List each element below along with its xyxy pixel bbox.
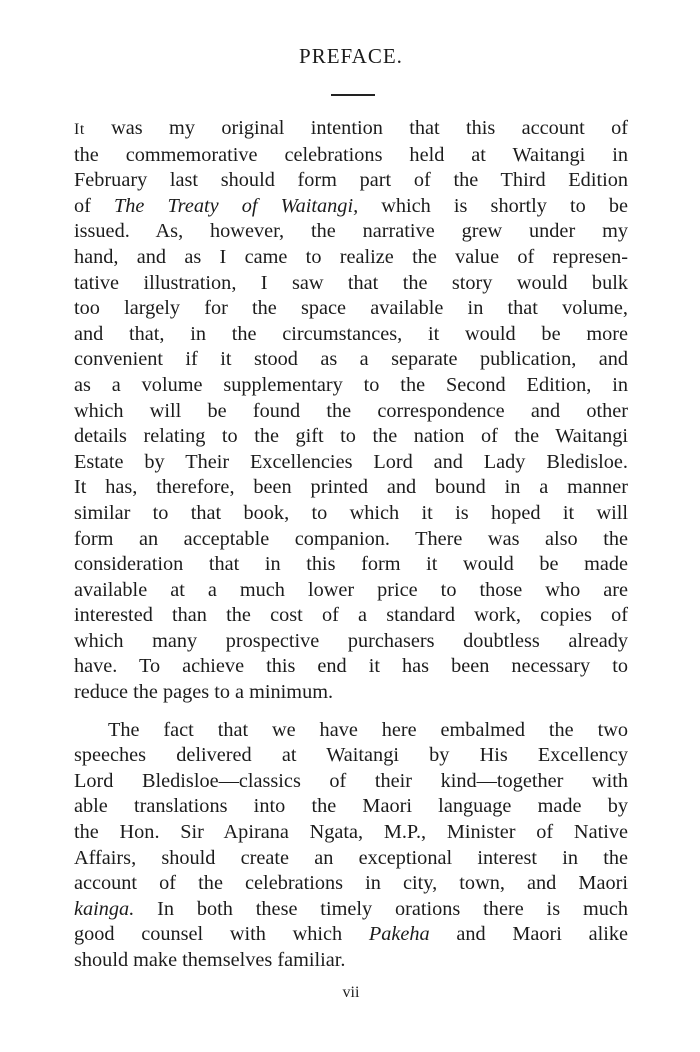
text-line: speeches delivered at Waitangi by His Excellency (74, 744, 628, 767)
small-caps-word: It (74, 121, 85, 138)
text-line: interested than the cost of a standard work, copies of (74, 604, 628, 627)
text-line: of The Treaty of Waitangi, which is shortly to be (74, 194, 629, 217)
text-line: too largely for the space available in that volume, (74, 297, 628, 320)
text-line: the commemorative celebrations held at Waitangi in (74, 143, 628, 166)
preface-body (74, 116, 628, 974)
text-line: Affairs, should create an exceptional interest in the (74, 846, 628, 869)
text-line: Estate by Their Excellencies Lord and Lady Bledisloe. (74, 450, 628, 473)
text-line: hand, and as I came to realize the value of represen- (74, 245, 628, 268)
text-line: kainga. In both these timely orations there is much (74, 897, 628, 920)
text-line: available at a much lower price to those who are (74, 578, 628, 601)
text-line: have. To achieve this end it has been necessary to (74, 655, 628, 678)
title-rule (331, 94, 375, 96)
text-line: February last should form part of the Third Edition (74, 169, 628, 192)
text-line: should make themselves familiar. (74, 949, 346, 971)
text-line: issued. As, however, the narrative grew under my (74, 220, 628, 243)
text-line: form an acceptable companion. There was also the (74, 527, 628, 550)
text-line: able translations into the Maori language made by (74, 795, 628, 818)
page-title: PREFACE. (299, 44, 403, 68)
text-line: the Hon. Sir Apirana Ngata, M.P., Minister of Native (74, 821, 628, 844)
text-line: which many prospective purchasers doubtless already (74, 629, 628, 652)
maori-word-italic: Pakeha (368, 923, 430, 946)
text-line: which will be found the correspondence and other (74, 399, 628, 422)
text-line: Lord Bledisloe—classics of their kind—together with (74, 769, 628, 792)
text-line: account of the celebrations in city, town, and Maori (74, 872, 628, 895)
page-number: vii (342, 984, 360, 1001)
text-line: The fact that we have here embalmed the two (108, 718, 628, 741)
text-line: It was my original intention that this account of (74, 117, 628, 139)
text-line: convenient if it stood as a separate publication, and (74, 348, 628, 371)
text-line: and that, in the circumstances, it would be more (74, 322, 628, 345)
text-line: consideration that in this form it would be made (74, 553, 628, 576)
text-line: good counsel with which Pakeha and Maori alike (74, 923, 628, 946)
paragraph-1 (74, 116, 628, 706)
text-line: details relating to the gift to the nation of the Waitangi (74, 425, 628, 448)
book-title-italic: The Treaty of Waitangi, (114, 194, 359, 217)
paragraph-2 (74, 718, 628, 974)
maori-word-italic: kainga. (74, 897, 135, 920)
text-line: as a volume supplementary to the Second Edition, in (74, 373, 628, 396)
text-line: similar to that book, to which it is hoped it will (74, 501, 628, 524)
text-line: reduce the pages to a minimum. (74, 681, 334, 704)
text-line: It has, therefore, been printed and bound in a manner (74, 476, 628, 499)
text-line: tative illustration, I saw that the story would bulk (74, 271, 628, 294)
